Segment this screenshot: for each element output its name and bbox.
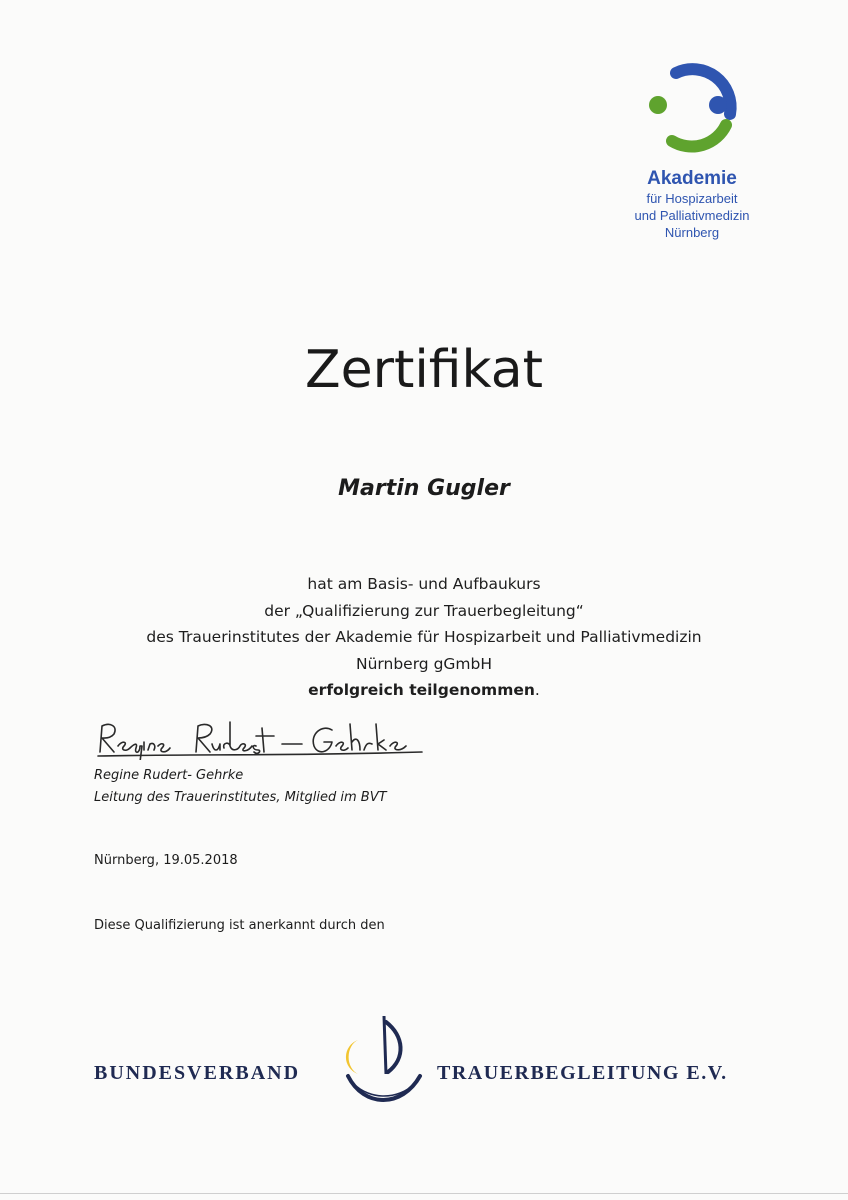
recipient-name: Martin Gugler	[338, 476, 510, 501]
academy-line-1: für Hospizarbeit	[646, 191, 738, 206]
result-punct: .	[534, 681, 540, 699]
body-line-3: des Trauerinstitutes der Akademie für Hospizarbeit und Palliativmedizin	[146, 628, 702, 646]
academy-name: Akademie	[647, 168, 737, 189]
certificate-title: Zertifikat	[304, 340, 544, 400]
bvt-name-left: BUNDESVERBAND	[94, 1062, 301, 1084]
signatory-role: Leitung des Trauerinstitutes, Mitglied im BVT	[94, 790, 387, 805]
handwritten-signature	[92, 716, 432, 760]
certificate-body	[0, 571, 848, 704]
sailboat-moon-logo-icon	[338, 1012, 428, 1112]
result-bold: erfolgreich teilgenommen	[308, 681, 535, 699]
body-line-2: der „Qualifizierung zur Trauerbegleitung“	[264, 601, 584, 620]
signatory-name: Regine Rudert- Gehrke	[94, 768, 244, 783]
recognition-text: Diese Qualifizierung ist anerkannt durch den	[94, 918, 385, 933]
body-line-4: Nürnberg gGmbH	[355, 654, 493, 673]
place-date: Nürnberg, 19.05.2018	[94, 853, 238, 868]
academy-line-2: und Palliativmedizin	[634, 208, 750, 223]
academy-logo	[612, 60, 772, 241]
bottom-edge-line	[0, 1193, 848, 1194]
body-line-1: hat am Basis- und Aufbaukurs	[307, 575, 541, 593]
bvt-name-right: TRAUERBEGLEITUNG E.V.	[437, 1062, 728, 1084]
akademie-circle-logo-icon	[644, 60, 740, 156]
body-result	[0, 677, 848, 704]
academy-line-3: Nürnberg	[664, 225, 720, 240]
